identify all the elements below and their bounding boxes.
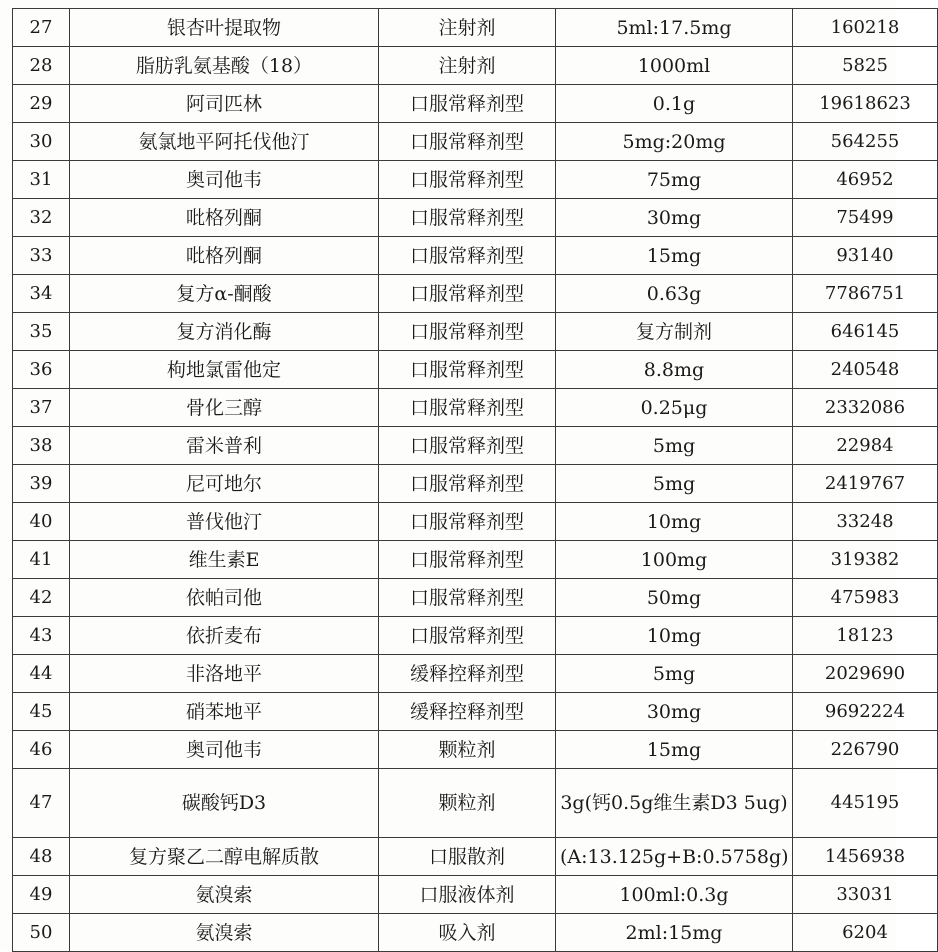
cell-row-number: 37 — [13, 389, 70, 427]
cell-specification: 15mg — [556, 731, 793, 769]
cell-dosage-form: 口服常释剂型 — [379, 617, 556, 655]
cell-quantity: 9692224 — [793, 693, 938, 731]
cell-drug-name: 碳酸钙D3 — [70, 769, 379, 838]
table-body — [13, 9, 938, 952]
cell-row-number: 27 — [13, 9, 70, 47]
cell-dosage-form: 颗粒剂 — [379, 769, 556, 838]
cell-drug-name: 硝苯地平 — [70, 693, 379, 731]
cell-dosage-form: 口服常释剂型 — [379, 237, 556, 275]
cell-specification: 5ml:17.5mg — [556, 9, 793, 47]
cell-specification: 10mg — [556, 503, 793, 541]
cell-quantity: 319382 — [793, 541, 938, 579]
table-row — [13, 876, 938, 914]
cell-drug-name: 复方消化酶 — [70, 313, 379, 351]
cell-drug-name: 奥司他韦 — [70, 731, 379, 769]
cell-specification: 3g(钙0.5g维生素D3 5ug) — [556, 769, 793, 838]
cell-specification: 0.25μg — [556, 389, 793, 427]
cell-drug-name: 氨氯地平阿托伐他汀 — [70, 123, 379, 161]
cell-drug-name: 雷米普利 — [70, 427, 379, 465]
cell-dosage-form: 口服常释剂型 — [379, 579, 556, 617]
cell-specification: 10mg — [556, 617, 793, 655]
cell-row-number: 47 — [13, 769, 70, 838]
cell-row-number: 43 — [13, 617, 70, 655]
table-row — [13, 838, 938, 876]
table-row — [13, 427, 938, 465]
cell-dosage-form: 口服常释剂型 — [379, 123, 556, 161]
cell-specification: 5mg — [556, 465, 793, 503]
cell-row-number: 41 — [13, 541, 70, 579]
cell-specification: 75mg — [556, 161, 793, 199]
cell-quantity: 226790 — [793, 731, 938, 769]
cell-quantity: 93140 — [793, 237, 938, 275]
table-row — [13, 389, 938, 427]
cell-dosage-form: 缓释控释剂型 — [379, 693, 556, 731]
table-row — [13, 503, 938, 541]
table-row — [13, 617, 938, 655]
cell-specification: 5mg — [556, 427, 793, 465]
cell-dosage-form: 口服常释剂型 — [379, 389, 556, 427]
cell-quantity: 33031 — [793, 876, 938, 914]
cell-drug-name: 普伐他汀 — [70, 503, 379, 541]
cell-quantity: 5825 — [793, 47, 938, 85]
cell-quantity: 2332086 — [793, 389, 938, 427]
cell-quantity: 46952 — [793, 161, 938, 199]
cell-row-number: 39 — [13, 465, 70, 503]
cell-specification: 50mg — [556, 579, 793, 617]
cell-drug-name: 骨化三醇 — [70, 389, 379, 427]
cell-dosage-form: 口服常释剂型 — [379, 275, 556, 313]
cell-quantity: 564255 — [793, 123, 938, 161]
cell-row-number: 30 — [13, 123, 70, 161]
cell-row-number: 31 — [13, 161, 70, 199]
cell-dosage-form: 注射剂 — [379, 9, 556, 47]
cell-quantity: 18123 — [793, 617, 938, 655]
cell-quantity: 75499 — [793, 199, 938, 237]
table-row — [13, 237, 938, 275]
cell-row-number: 42 — [13, 579, 70, 617]
table-row — [13, 731, 938, 769]
cell-drug-name: 维生素E — [70, 541, 379, 579]
table-row — [13, 655, 938, 693]
cell-dosage-form: 口服常释剂型 — [379, 465, 556, 503]
cell-specification: 8.8mg — [556, 351, 793, 389]
cell-quantity: 2029690 — [793, 655, 938, 693]
cell-quantity: 33248 — [793, 503, 938, 541]
cell-specification: 2ml:15mg — [556, 914, 793, 952]
table-row — [13, 769, 938, 838]
table-row — [13, 351, 938, 389]
drug-table — [12, 8, 938, 952]
cell-specification: 0.1g — [556, 85, 793, 123]
cell-drug-name: 吡格列酮 — [70, 199, 379, 237]
cell-drug-name: 银杏叶提取物 — [70, 9, 379, 47]
table-row — [13, 161, 938, 199]
cell-specification: 30mg — [556, 199, 793, 237]
table-row — [13, 9, 938, 47]
cell-drug-name: 复方α-酮酸 — [70, 275, 379, 313]
cell-drug-name: 依折麦布 — [70, 617, 379, 655]
cell-row-number: 33 — [13, 237, 70, 275]
cell-specification: 100mg — [556, 541, 793, 579]
table-row — [13, 541, 938, 579]
cell-dosage-form: 口服常释剂型 — [379, 161, 556, 199]
cell-dosage-form: 口服常释剂型 — [379, 85, 556, 123]
cell-quantity: 6204 — [793, 914, 938, 952]
cell-drug-name: 复方聚乙二醇电解质散 — [70, 838, 379, 876]
cell-dosage-form: 口服常释剂型 — [379, 351, 556, 389]
cell-quantity: 7786751 — [793, 275, 938, 313]
table-row — [13, 199, 938, 237]
table-row — [13, 123, 938, 161]
cell-row-number: 48 — [13, 838, 70, 876]
cell-row-number: 45 — [13, 693, 70, 731]
table-row — [13, 47, 938, 85]
table-row — [13, 914, 938, 952]
cell-quantity: 475983 — [793, 579, 938, 617]
cell-row-number: 50 — [13, 914, 70, 952]
cell-specification: 1000ml — [556, 47, 793, 85]
table-row — [13, 693, 938, 731]
cell-drug-name: 非洛地平 — [70, 655, 379, 693]
cell-quantity: 160218 — [793, 9, 938, 47]
cell-dosage-form: 口服常释剂型 — [379, 541, 556, 579]
cell-quantity: 19618623 — [793, 85, 938, 123]
cell-specification: 100ml:0.3g — [556, 876, 793, 914]
cell-dosage-form: 颗粒剂 — [379, 731, 556, 769]
cell-drug-name: 阿司匹林 — [70, 85, 379, 123]
cell-dosage-form: 吸入剂 — [379, 914, 556, 952]
cell-quantity: 646145 — [793, 313, 938, 351]
cell-row-number: 36 — [13, 351, 70, 389]
cell-drug-name: 奥司他韦 — [70, 161, 379, 199]
cell-row-number: 28 — [13, 47, 70, 85]
cell-dosage-form: 口服散剂 — [379, 838, 556, 876]
cell-row-number: 29 — [13, 85, 70, 123]
cell-row-number: 46 — [13, 731, 70, 769]
cell-specification: 5mg — [556, 655, 793, 693]
cell-dosage-form: 口服常释剂型 — [379, 427, 556, 465]
cell-quantity: 240548 — [793, 351, 938, 389]
table-row — [13, 579, 938, 617]
cell-row-number: 38 — [13, 427, 70, 465]
cell-row-number: 32 — [13, 199, 70, 237]
table-row — [13, 275, 938, 313]
cell-row-number: 49 — [13, 876, 70, 914]
table-row — [13, 465, 938, 503]
table-row — [13, 313, 938, 351]
cell-drug-name: 吡格列酮 — [70, 237, 379, 275]
cell-quantity: 22984 — [793, 427, 938, 465]
cell-drug-name: 氨溴索 — [70, 914, 379, 952]
cell-row-number: 34 — [13, 275, 70, 313]
cell-quantity: 2419767 — [793, 465, 938, 503]
cell-dosage-form: 口服液体剂 — [379, 876, 556, 914]
cell-drug-name: 尼可地尔 — [70, 465, 379, 503]
cell-row-number: 44 — [13, 655, 70, 693]
cell-dosage-form: 口服常释剂型 — [379, 313, 556, 351]
cell-specification: (A:13.125g+B:0.5758g) — [556, 838, 793, 876]
cell-drug-name: 枸地氯雷他定 — [70, 351, 379, 389]
cell-specification: 15mg — [556, 237, 793, 275]
cell-dosage-form: 缓释控释剂型 — [379, 655, 556, 693]
cell-drug-name: 氨溴索 — [70, 876, 379, 914]
cell-dosage-form: 口服常释剂型 — [379, 199, 556, 237]
cell-specification: 30mg — [556, 693, 793, 731]
cell-quantity: 445195 — [793, 769, 938, 838]
cell-row-number: 40 — [13, 503, 70, 541]
table-row — [13, 85, 938, 123]
cell-quantity: 1456938 — [793, 838, 938, 876]
cell-dosage-form: 口服常释剂型 — [379, 503, 556, 541]
cell-specification: 复方制剂 — [556, 313, 793, 351]
cell-drug-name: 依帕司他 — [70, 579, 379, 617]
cell-row-number: 35 — [13, 313, 70, 351]
cell-specification: 0.63g — [556, 275, 793, 313]
cell-specification: 5mg:20mg — [556, 123, 793, 161]
cell-dosage-form: 注射剂 — [379, 47, 556, 85]
cell-drug-name: 脂肪乳氨基酸（18） — [70, 47, 379, 85]
